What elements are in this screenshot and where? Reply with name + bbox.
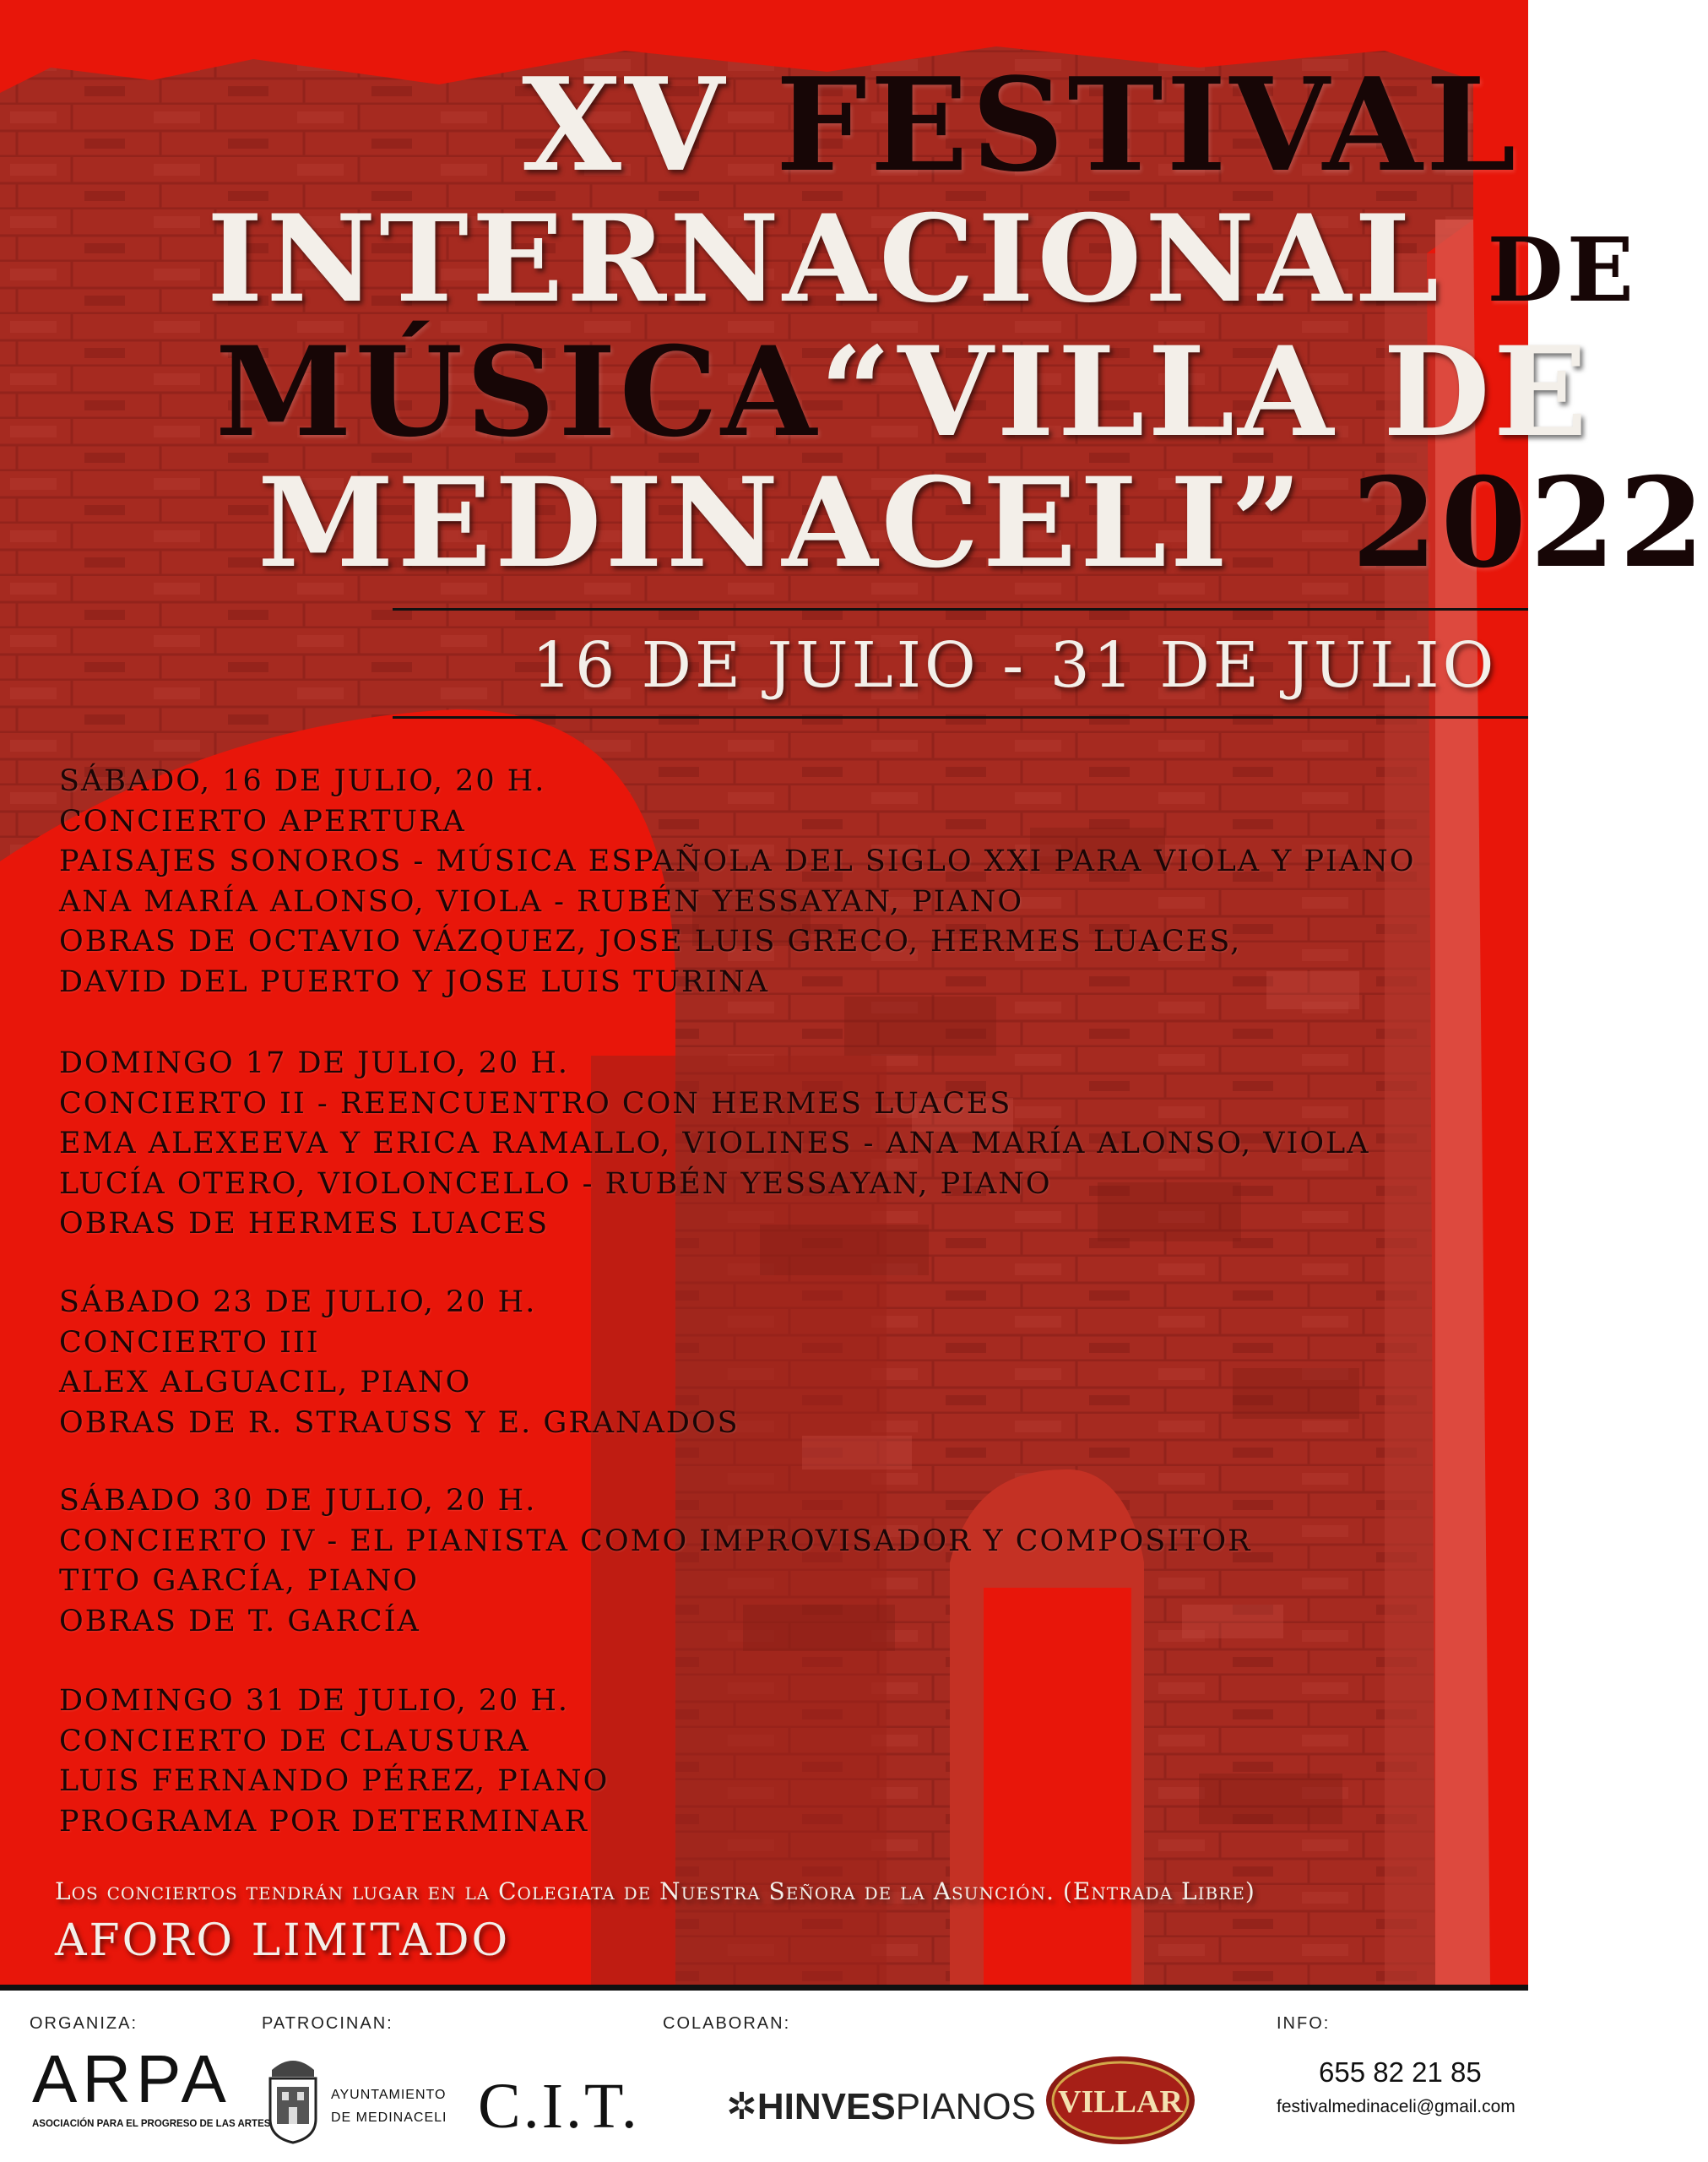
- title-line-1: [522, 51, 1520, 198]
- arpa-logo: ARPA: [32, 2041, 231, 2116]
- villar-logo-icon: [1040, 2048, 1201, 2149]
- villar-logo-text: VILLAR: [1058, 2084, 1183, 2120]
- hinves-pianos-logo: [726, 2086, 1036, 2128]
- concert-line: CONCIERTO II - REENCUENTRO CON HERMES LUACES: [59, 1086, 1012, 1121]
- concert-3: [59, 1283, 740, 1443]
- concert-line: ALEX ALGUACIL, PIANO: [59, 1366, 472, 1399]
- patrocinan-label: PATROCINAN:: [262, 2014, 393, 2033]
- concert-1: [59, 762, 1415, 1002]
- title-de: DE: [1487, 218, 1637, 322]
- cit-logo: C.I.T.: [478, 2071, 640, 2142]
- title-internacional: INTERNACIONAL: [207, 189, 1488, 329]
- concert-2: [59, 1044, 1370, 1245]
- footer-divider: [0, 1985, 1528, 1991]
- concert-line: TITO GARCÍA, PIANO: [59, 1564, 420, 1598]
- pianos-text: PIANOS: [895, 2086, 1036, 2127]
- concert-date: SÁBADO 23 DE JULIO, 20 H.: [59, 1285, 537, 1319]
- arpa-subtitle: ASOCIACIÓN PARA EL PROGRESO DE LAS ARTES: [32, 2119, 271, 2129]
- title-line-2: [207, 190, 1637, 340]
- title-line-3: [215, 321, 1591, 464]
- info-email[interactable]: festivalmedinaceli@gmail.com: [1277, 2097, 1516, 2116]
- concert-line: CONCIERTO APERTURA: [59, 804, 466, 839]
- ayuntamiento-line-1: AYUNTAMIENTO: [331, 2088, 447, 2102]
- concert-line: OBRAS DE R. STRAUSS Y E. GRANADOS: [59, 1405, 740, 1440]
- concert-line: EMA ALEXEEVA Y ERICA RAMALLO, VIOLINES - ANA MARÍA ALONSO, VIOLA: [59, 1127, 1370, 1160]
- concert-line: CONCIERTO IV - EL PIANISTA COMO IMPROVISADOR Y COMPOSITOR: [59, 1524, 1252, 1558]
- concert-line: OBRAS DE T. GARCÍA: [59, 1604, 420, 1638]
- concert-line: OBRAS DE HERMES LUACES: [59, 1207, 550, 1241]
- title-year: 2022: [1351, 451, 1708, 595]
- concert-line: ANA MARÍA ALONSO, VIOLA - RUBÉN YESSAYAN, PIANO: [59, 884, 1024, 919]
- concert-line: LUCÍA OTERO, VIOLONCELLO - RUBÉN YESSAYAN, PIANO: [59, 1166, 1052, 1201]
- ayuntamiento-line-2: DE MEDINACELI: [331, 2110, 447, 2125]
- concert-line: DAVID DEL PUERTO Y JOSE LUIS TURINA: [59, 964, 770, 999]
- concert-date: SÁBADO, 16 DE JULIO, 20 H.: [59, 764, 546, 798]
- concert-line: PAISAJES SONOROS - MÚSICA ESPAÑOLA DEL SIGLO XXI PARA VIOLA Y PIANO: [59, 845, 1416, 878]
- title-musica: MÚSICA: [215, 320, 821, 464]
- medinaceli-coat-of-arms-icon: [263, 2051, 323, 2144]
- colaboran-label: COLABORAN:: [663, 2014, 791, 2033]
- concert-line: CONCIERTO DE CLAUSURA: [59, 1724, 530, 1758]
- organiza-label: ORGANIZA:: [30, 2014, 138, 2033]
- hinves-star-icon: ✲: [726, 2086, 757, 2127]
- festival-dates: 16 DE JULIO - 31 DE JULIO: [532, 629, 1498, 702]
- concert-line: OBRAS DE OCTAVIO VÁZQUEZ, JOSE LUIS GRECO, HERMES LUACES,: [59, 925, 1242, 959]
- concert-5: [59, 1681, 609, 1842]
- concert-line: LUIS FERNANDO PÉREZ, PIANO: [59, 1764, 610, 1798]
- info-phone: 655 82 21 85: [1319, 2056, 1482, 2088]
- sponsors-footer: [0, 1991, 1528, 2162]
- title-xv: XV: [522, 49, 776, 200]
- concert-4: [59, 1481, 1252, 1642]
- concert-line: PROGRAMA POR DETERMINAR: [59, 1804, 588, 1839]
- title-villa-de: “VILLA DE: [820, 320, 1591, 464]
- ayuntamiento-logo: [331, 2083, 447, 2129]
- concert-date: DOMINGO 17 DE JULIO, 20 H.: [59, 1046, 570, 1080]
- title-line-4: [258, 452, 1708, 595]
- divider-top: [393, 608, 1528, 611]
- info-label: INFO:: [1277, 2014, 1331, 2033]
- title-festival: FESTIVAL: [775, 49, 1520, 200]
- concert-line: CONCIERTO III: [59, 1325, 320, 1360]
- divider-bottom: [393, 716, 1528, 719]
- concert-date: DOMINGO 31 DE JULIO, 20 H.: [59, 1684, 570, 1718]
- concert-date: SÁBADO 30 DE JULIO, 20 H.: [59, 1484, 537, 1518]
- venue-note: Los conciertos tendrán lugar en la Colegiata de Nuestra Señora de la Asunción. (Entrada Libre): [55, 1877, 1255, 1905]
- title-medinaceli: MEDINACELI”: [258, 451, 1352, 595]
- hinves-text: HINVES: [756, 2086, 896, 2127]
- capacity-notice: AFORO LIMITADO: [55, 1915, 511, 1966]
